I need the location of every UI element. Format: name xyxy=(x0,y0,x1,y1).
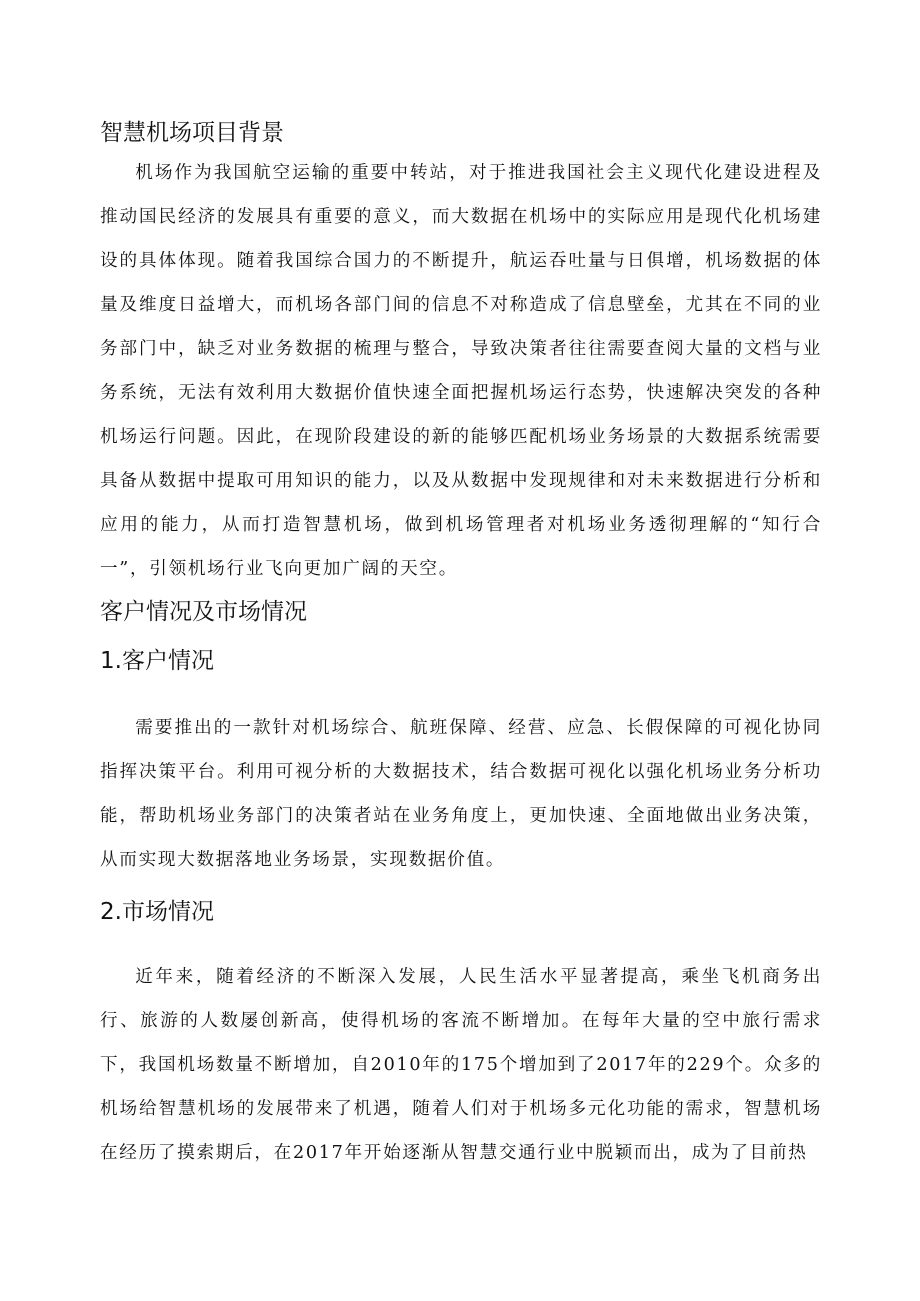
subsection-heading-market: 2.市场情况 xyxy=(100,899,214,925)
section-heading-customer-market: 客户情况及市场情况 xyxy=(100,599,307,625)
paragraph-market: 近年来，随着经济的不断深入发展，人民生活水平显著提高，乘坐飞机商务出行、旅游的人数屡创新高，使得机场的客流不断增加。在每年大量的空中旅行需求下，我国机场数量不断增加，自2010年的175个增加到了2017年的229个。众多的机场给智慧机场的发展带来了机遇，随着人们对于机场多元化功能的需求，智慧机场在经历了摸索期后，在2017年开始逐渐从智慧交通行业中脱颖而出，成为了目前热 xyxy=(100,967,822,1163)
paragraph-background: 机场作为我国航空运输的重要中转站，对于推进我国社会主义现代化建设进程及推动国民经济的发展具有重要的意义，而大数据在机场中的实际应用是现代化机场建设的具体体现。随着我国综合国力的不断提升，航运吞吐量与日俱增，机场数据的体量及维度日益增大，而机场各部门间的信息不对称造成了信息壁垒，尤其在不同的业务部门中，缺乏对业务数据的梳理与整合，导致决策者往往需要查阅大量的文档与业务系统，无法有效利用大数据价值快速全面把握机场运行态势，快速解决突发的各种机场运行问题。因此，在现阶段建设的新的能够匹配机场业务场景的大数据系统需要具备从数据中提取可用知识的能力，以及从数据中发现规律和对未来数据进行分析和应用的能力，从而打造智慧机场，做到机场管理者对机场业务透彻理解的“知行合一”，引领机场行业飞向更加广阔的天空。 xyxy=(100,163,822,579)
subsection-heading-customer: 1.客户情况 xyxy=(100,648,214,674)
paragraph-customer: 需要推出的一款针对机场综合、航班保障、经营、应急、长假保障的可视化协同指挥决策平台。利用可视分析的大数据技术，结合数据可视化以强化机场业务分析功能，帮助机场业务部门的决策者站在业务角度上，更加快速、全面地做出业务决策，从而实现大数据落地业务场景，实现数据价值。 xyxy=(100,718,822,870)
section-heading-background: 智慧机场项目背景 xyxy=(100,120,284,146)
